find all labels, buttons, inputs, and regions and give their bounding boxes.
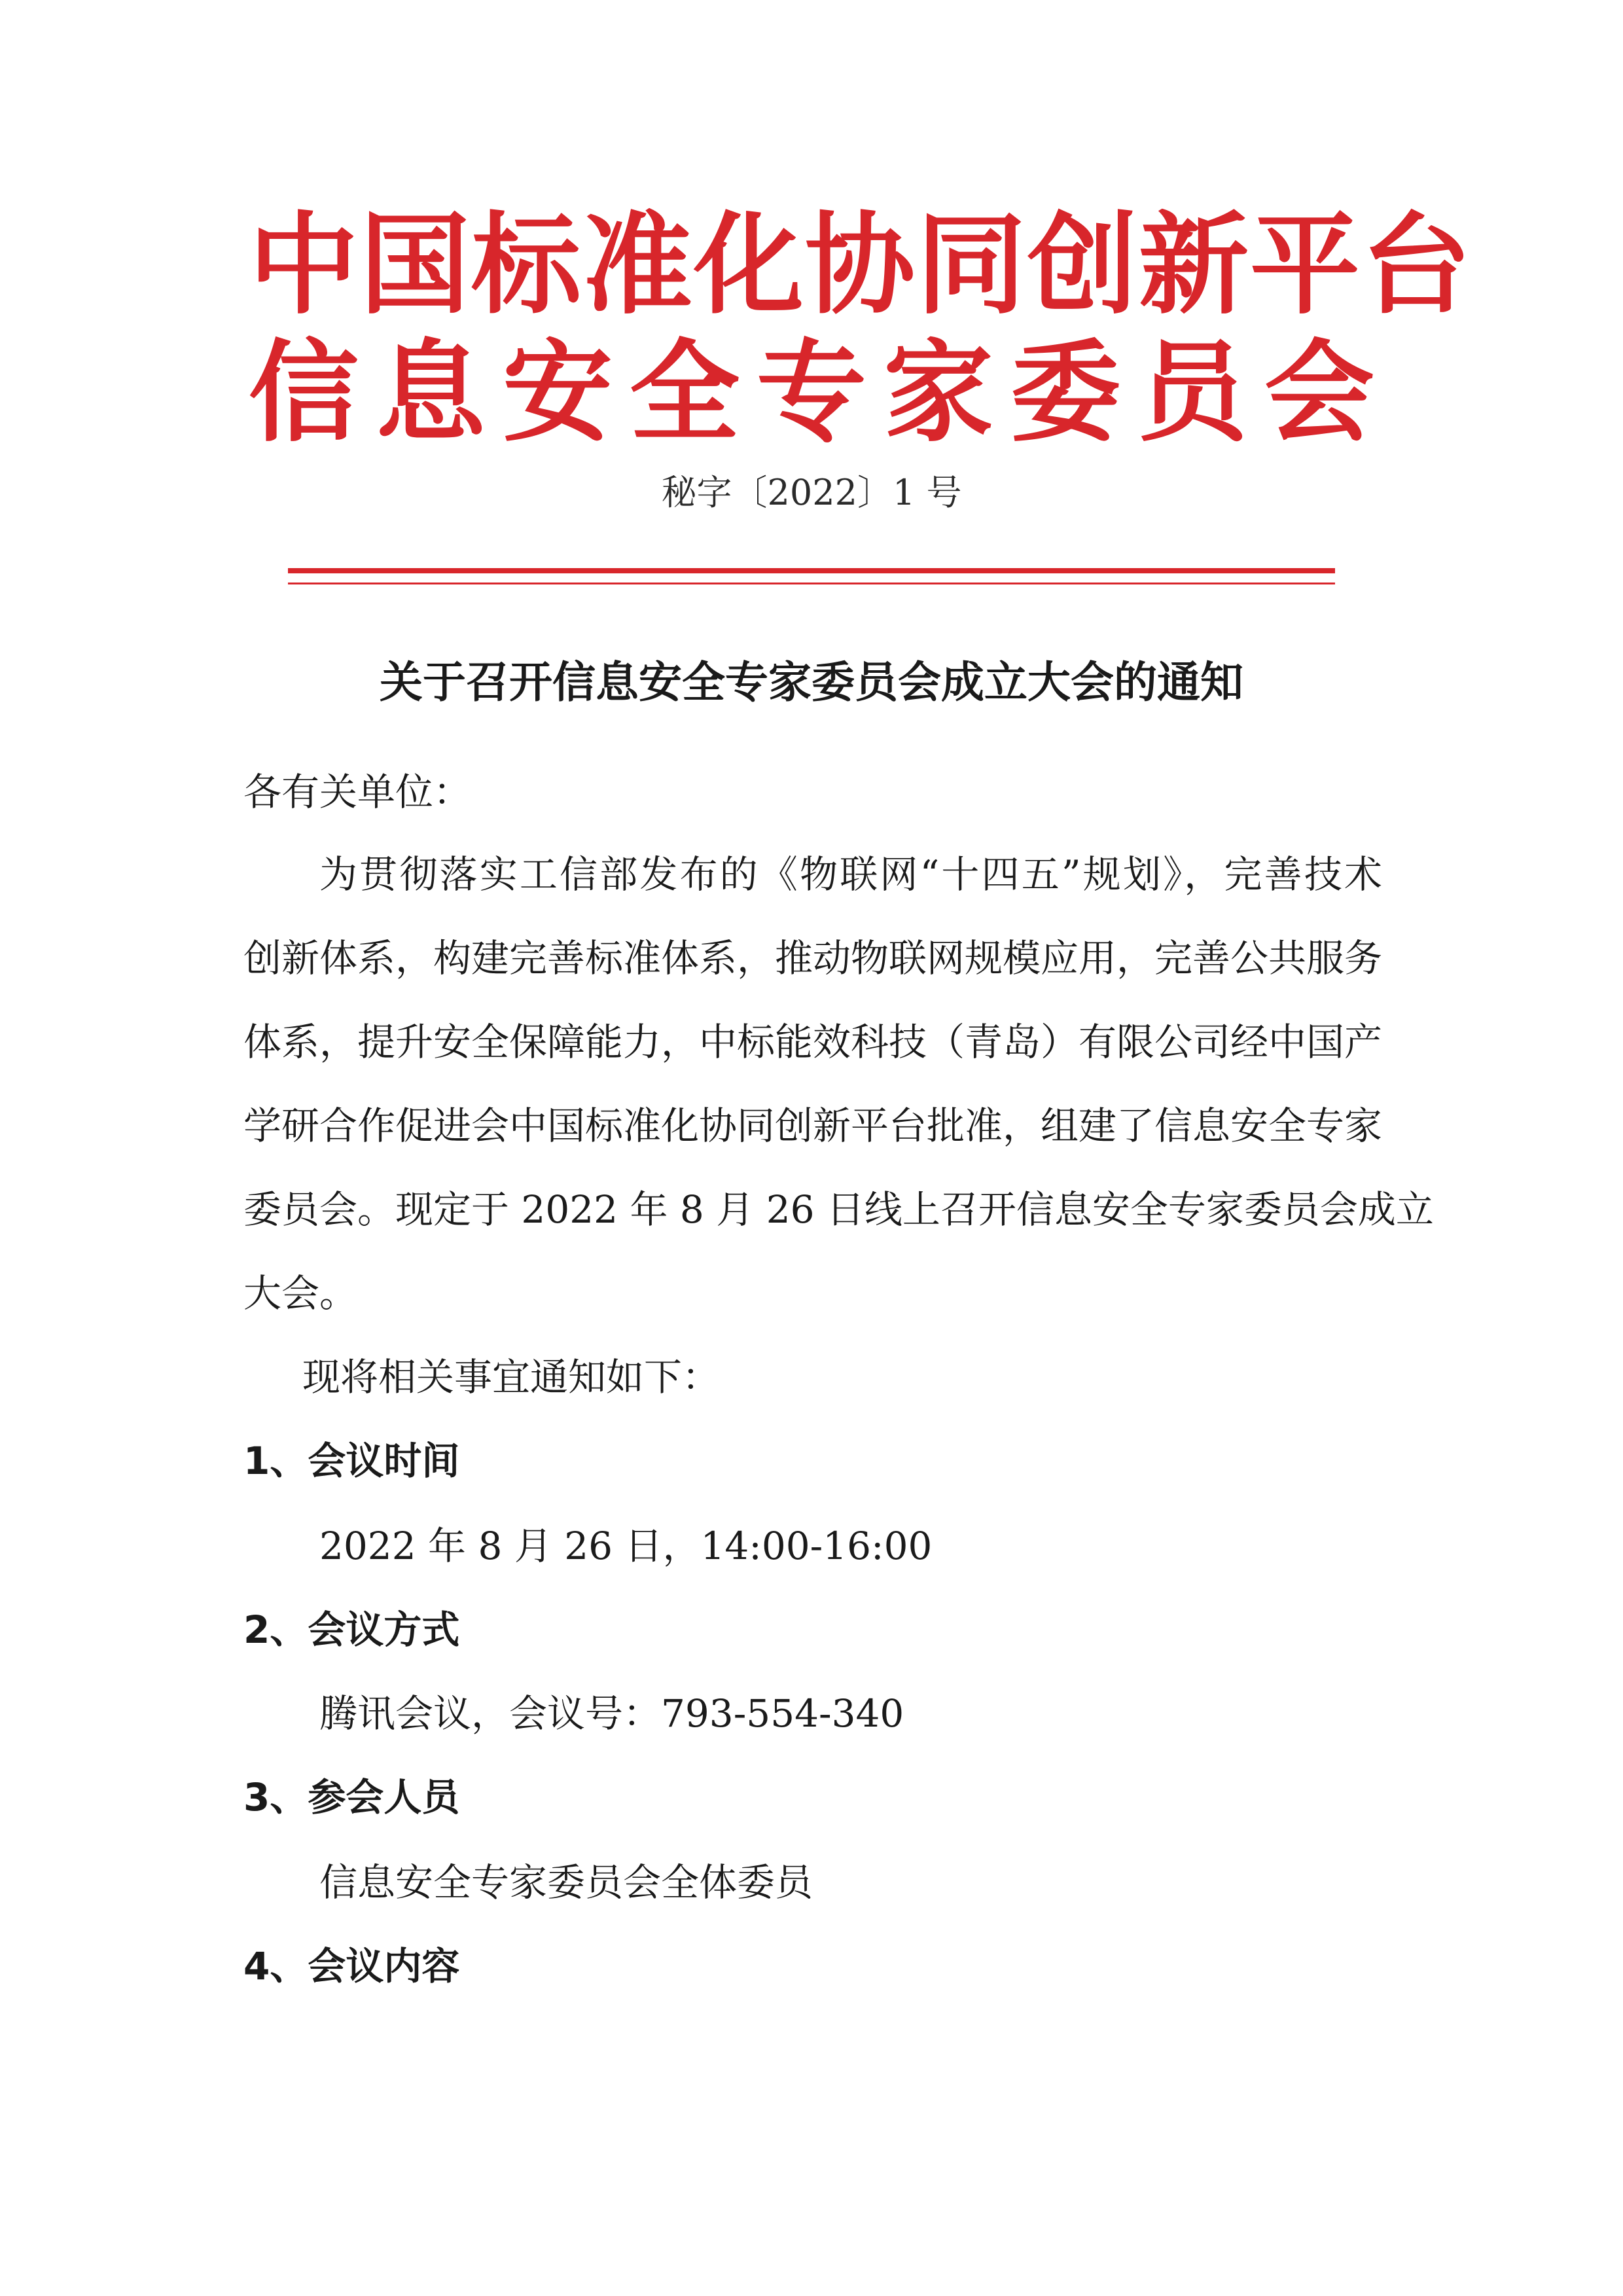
intro-line-5: 委员会。现定于 2022 年 8 月 26 日线上召开信息安全专家委员会成立 — [243, 1187, 1434, 1232]
intro-line-2: 创新体系，构建完善标准体系，推动物联网规模应用，完善公共服务 — [243, 936, 1383, 980]
intro-line-6: 大会。 — [243, 1271, 358, 1316]
section-detail-time: 2022 年 8 月 26 日，14:00-16:00 — [319, 1524, 933, 1568]
intro-line-1: 为贯彻落实工信部发布的《物联网“十四五”规划》，完善技术 — [319, 852, 1382, 897]
document-number: 秘字〔2022〕1 号 — [661, 472, 962, 513]
letterhead-rule-thick — [288, 568, 1335, 573]
section-detail-attendees: 信息安全专家委员会全体委员 — [319, 1860, 813, 1905]
section-detail-method: 腾讯会议，会议号：793-554-340 — [319, 1691, 904, 1736]
section-heading-method: 2、会议方式 — [243, 1607, 460, 1652]
section-heading-attendees: 3、参会人员 — [243, 1775, 460, 1820]
notice-title: 关于召开信息安全专家委员会成立大会的通知 — [380, 657, 1243, 708]
intro-line-3: 体系，提升安全保障能力，中标能效科技（青岛）有限公司经中国产 — [243, 1020, 1383, 1064]
section-heading-content: 4、会议内容 — [243, 1944, 460, 1988]
section-heading-time: 1、会议时间 — [243, 1439, 460, 1483]
lead-in-text: 现将相关事宜通知如下： — [302, 1355, 721, 1399]
letterhead-org-line-1: 中国标准化协同创新平台 — [249, 201, 1472, 329]
intro-line-4: 学研合作促进会中国标准化协同创新平台批准，组建了信息安全专家 — [243, 1103, 1383, 1148]
salutation: 各有关单位： — [243, 770, 472, 814]
letterhead-org-line-2: 信息安全专家委员会 — [249, 329, 1391, 457]
letterhead-rule-thin — [288, 583, 1335, 584]
